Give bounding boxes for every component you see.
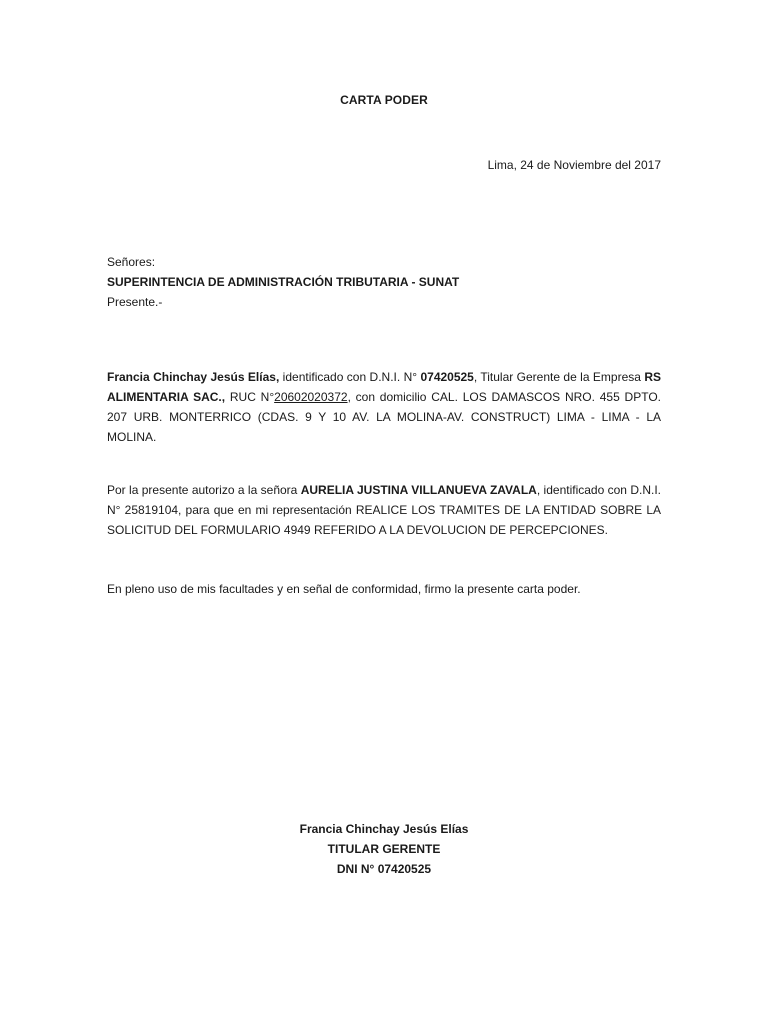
addressee-block <box>107 252 661 312</box>
document-date: Lima, 24 de Noviembre del 2017 <box>487 158 661 172</box>
salutation: Señores: <box>107 255 156 269</box>
grantor-text-c: RUC N° <box>225 390 275 404</box>
presente-text: Presente.- <box>107 295 163 309</box>
signature-dni: DNI N° 07420525 <box>336 862 432 876</box>
paragraph-authorization <box>107 480 661 540</box>
paragraph-grantor <box>107 367 661 447</box>
grantor-text-d: , con domicilio CAL. LOS DAMASCOS NRO. 455 DPTO. 207 URB. MONTERRICO (CDAS. 9 Y 10 AV. LA MOLINA-AV. CONSTRUCT) LIMA - LIMA - LA MOLINA. <box>107 390 661 444</box>
grantor-text-a: identificado con D.N.I. N° <box>279 370 421 384</box>
grantor-text-b: , Titular Gerente de la Empresa <box>473 370 645 384</box>
grantor-name: Francia Chinchay Jesús Elías, <box>107 370 280 384</box>
attorney-name: AURELIA JUSTINA VILLANUEVA ZAVALA <box>300 483 537 497</box>
paragraph-conformity: En pleno uso de mis facultades y en señal de conformidad, firmo la presente carta poder. <box>107 582 581 596</box>
company-name: RS ALIMENTARIA SAC., <box>107 370 661 404</box>
addressee-organization: SUPERINTENCIA DE ADMINISTRACIÓN TRIBUTARIA - SUNAT <box>107 275 460 289</box>
company-ruc: 20602020372 <box>274 390 348 404</box>
signature-role: TITULAR GERENTE <box>327 842 441 856</box>
document-title: CARTA PODER <box>340 93 428 107</box>
signature-block <box>0 819 768 879</box>
authorization-text-b: , identificado con D.N.I. N° 25819104, para que en mi representación REALICE LOS TRAMITES DE LA ENTIDAD SOBRE LA SOLICITUD DEL FORMULARIO 4949 REFERIDO A LA DEVOLUCION DE PERCEPCIONES. <box>107 483 662 537</box>
signature-name: Francia Chinchay Jesús Elías <box>299 822 469 836</box>
grantor-dni: 07420525 <box>420 370 474 384</box>
authorization-text-a: Por la presente autorizo a la señora <box>107 483 301 497</box>
